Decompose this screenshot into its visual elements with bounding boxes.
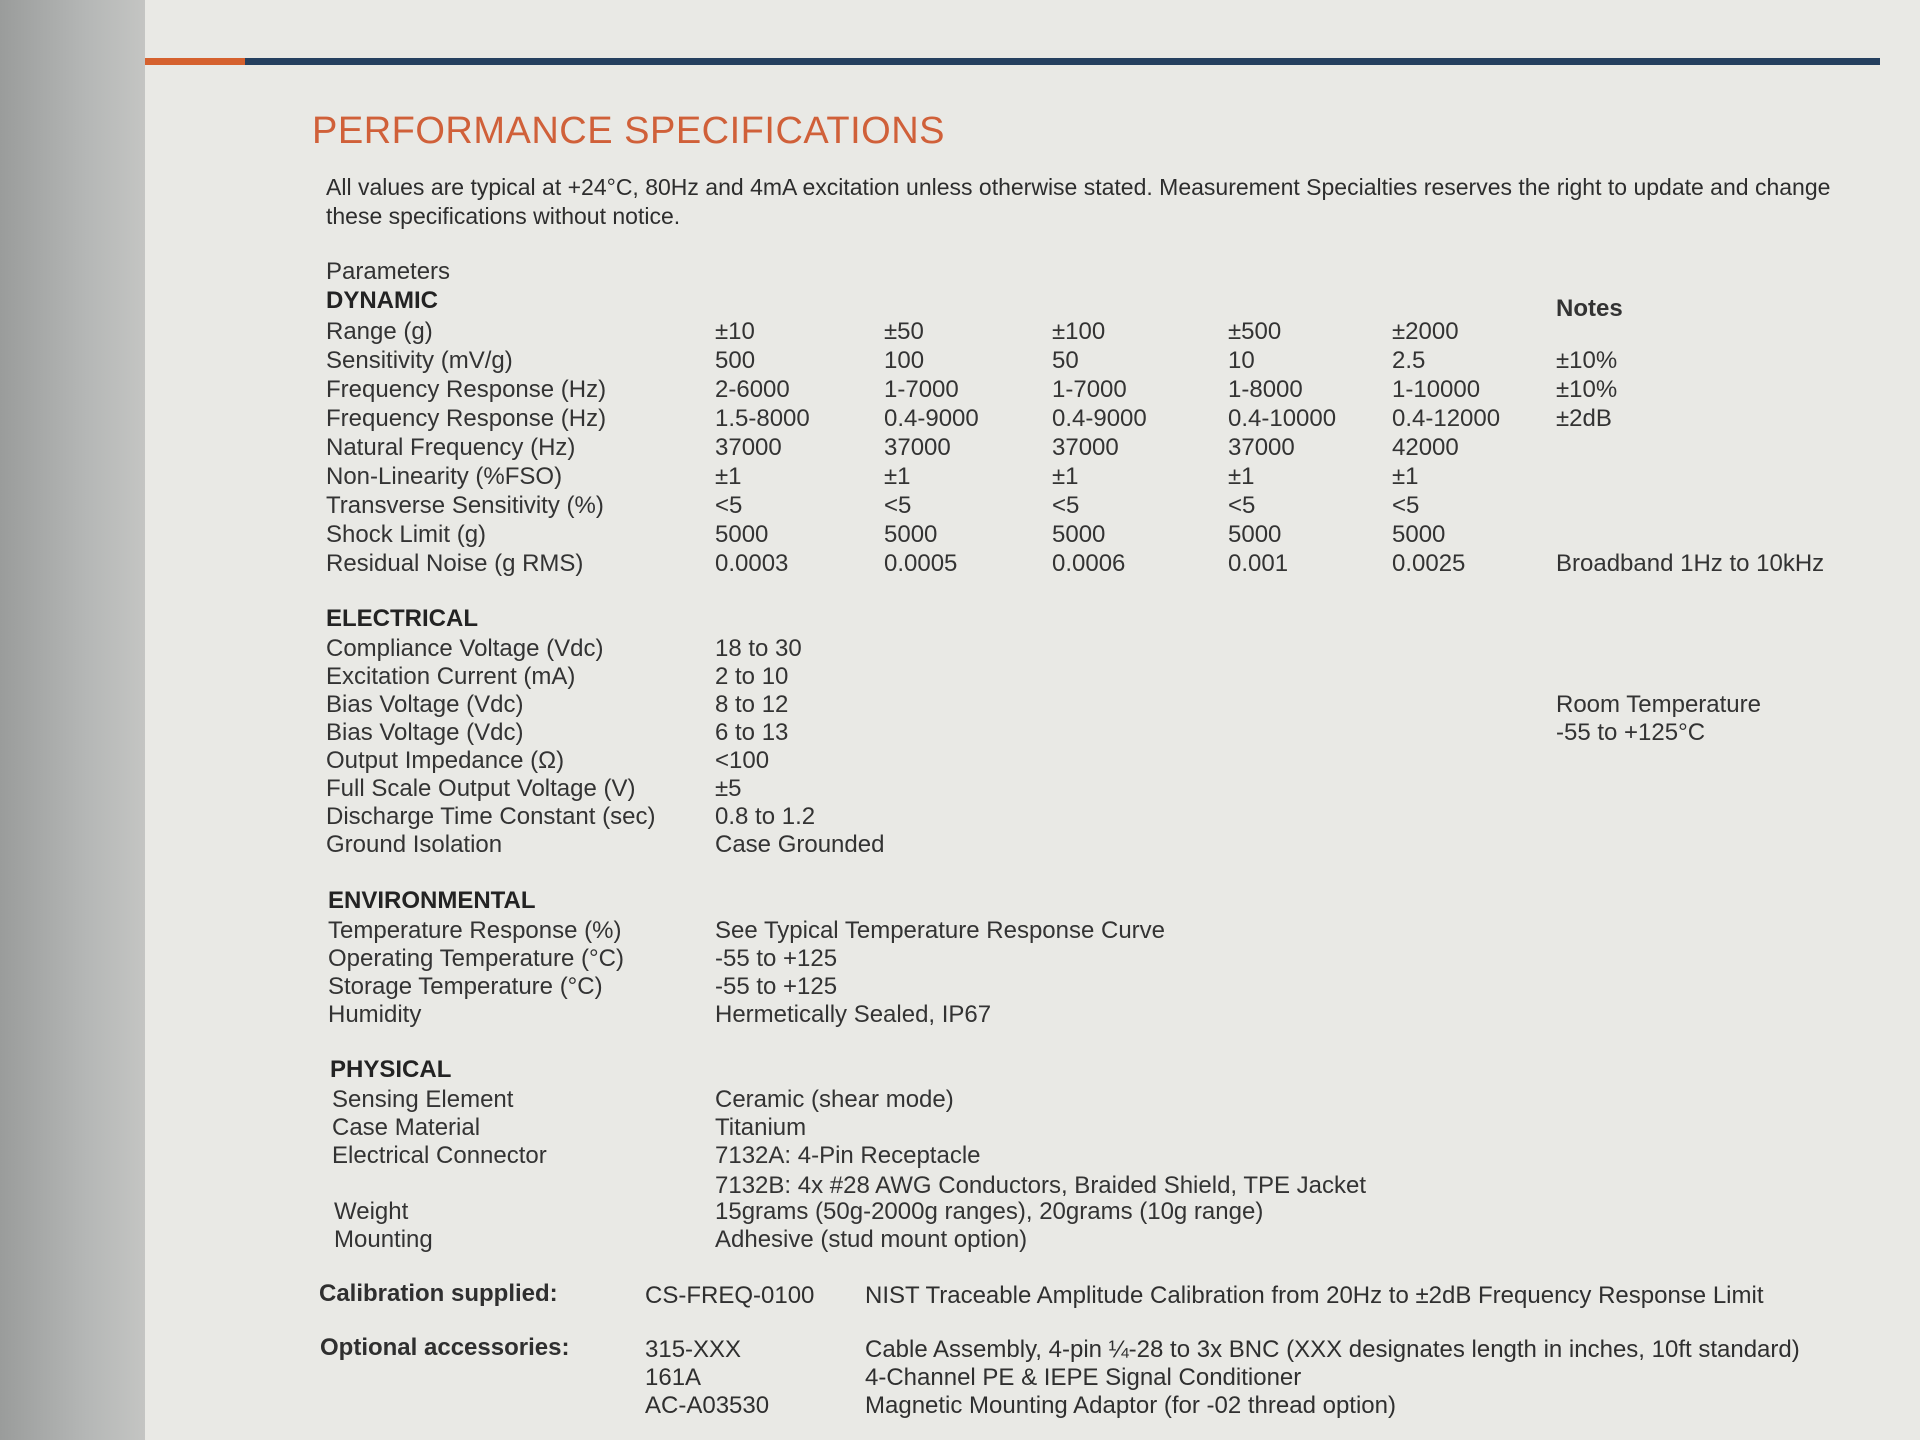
spec-value: ±2000 (1392, 318, 1459, 345)
accessory-code: AC-A03530 (645, 1392, 770, 1419)
spec-value: 5000 (1392, 521, 1446, 548)
spec-value: ±1 (1052, 463, 1079, 490)
spec-value: 100 (884, 347, 925, 374)
spec-row (0, 1001, 1920, 1030)
spec-row (0, 1172, 1920, 1201)
calibration-description: NIST Traceable Amplitude Calibration from 20Hz to ±2dB Frequency Response Limit (865, 1282, 1764, 1309)
section-heading-dynamic: DYNAMIC (326, 287, 438, 314)
spec-value: -55 to +125 (715, 973, 838, 1000)
spec-value: <5 (1228, 492, 1256, 519)
spec-label: Case Material (332, 1114, 481, 1141)
spec-value: ±1 (884, 463, 911, 490)
spec-value: 1-7000 (1052, 376, 1127, 403)
spec-value: <5 (1392, 492, 1420, 519)
spec-row (0, 691, 1920, 720)
spec-note: -55 to +125°C (1556, 719, 1706, 746)
spec-value: ±10 (715, 318, 755, 345)
spec-value: Adhesive (stud mount option) (715, 1226, 1028, 1253)
spec-row (0, 347, 1920, 376)
spec-value: 1-10000 (1392, 376, 1481, 403)
accessory-code: 161A (645, 1364, 702, 1391)
spec-value: 2.5 (1392, 347, 1426, 374)
spec-note: ±10% (1556, 347, 1618, 374)
spec-value: 2 to 10 (715, 663, 789, 690)
spec-row (0, 521, 1920, 550)
spec-row (0, 550, 1920, 579)
spec-row (0, 1198, 1920, 1227)
spec-row (0, 945, 1920, 974)
spec-label: Output Impedance (Ω) (326, 747, 565, 774)
spec-value: 0.8 to 1.2 (715, 803, 816, 830)
spec-label: Frequency Response (Hz) (326, 376, 607, 403)
spec-row (0, 635, 1920, 664)
spec-label: Range (g) (326, 318, 433, 345)
spec-row (0, 376, 1920, 405)
spec-value: 7132B: 4x #28 AWG Conductors, Braided Shield, TPE Jacket (715, 1172, 1367, 1199)
spec-row (0, 719, 1920, 748)
spec-value: 6 to 13 (715, 719, 789, 746)
spec-value: 0.4-12000 (1392, 405, 1501, 432)
spec-value: 2-6000 (715, 376, 790, 403)
spec-note: ±2dB (1556, 405, 1612, 432)
spec-value: ±500 (1228, 318, 1282, 345)
spec-label: Natural Frequency (Hz) (326, 434, 576, 461)
spec-label: Bias Voltage (Vdc) (326, 691, 524, 718)
spec-label: Storage Temperature (°C) (328, 973, 603, 1000)
spec-value: 0.0025 (1392, 550, 1466, 577)
spec-row (0, 1086, 1920, 1115)
spec-value: 15grams (50g-2000g ranges), 20grams (10g range) (715, 1198, 1264, 1225)
accessory-description: Magnetic Mounting Adaptor (for -02 thread option) (865, 1392, 1396, 1419)
section-heading-environmental: ENVIRONMENTAL (328, 887, 536, 914)
header-rule-accent (145, 58, 245, 65)
spec-value: ±50 (884, 318, 924, 345)
spec-label: Transverse Sensitivity (%) (326, 492, 604, 519)
section-heading-electrical: ELECTRICAL (326, 605, 478, 632)
spec-label: Excitation Current (mA) (326, 663, 576, 690)
spec-label: Ground Isolation (326, 831, 503, 858)
spec-value: 37000 (1228, 434, 1295, 461)
spec-value: 18 to 30 (715, 635, 802, 662)
spec-label: Frequency Response (Hz) (326, 405, 607, 432)
header-rule (245, 58, 1880, 65)
spec-value: 0.0003 (715, 550, 789, 577)
spec-label: Humidity (328, 1001, 422, 1028)
spec-label: Sensing Element (332, 1086, 514, 1113)
spec-value: 0.0005 (884, 550, 958, 577)
section-heading-physical: PHYSICAL (330, 1056, 452, 1083)
spec-value: 42000 (1392, 434, 1459, 461)
spec-value: 0.4-10000 (1228, 405, 1337, 432)
accessory-code: 315-XXX (645, 1336, 742, 1363)
spec-value: 1.5-8000 (715, 405, 810, 432)
spec-value: Hermetically Sealed, IP67 (715, 1001, 992, 1028)
spec-label: Sensitivity (mV/g) (326, 347, 513, 374)
spec-row (0, 434, 1920, 463)
spec-value: 0.4-9000 (1052, 405, 1147, 432)
spec-row (0, 973, 1920, 1002)
spec-row (0, 775, 1920, 804)
spec-value: 0.0006 (1052, 550, 1126, 577)
spec-value: 37000 (715, 434, 782, 461)
spec-row (0, 463, 1920, 492)
spec-row (0, 747, 1920, 776)
spec-value: 1-7000 (884, 376, 959, 403)
accessory-description: 4-Channel PE & IEPE Signal Conditioner (865, 1364, 1302, 1391)
spec-value: 7132A: 4-Pin Receptacle (715, 1142, 981, 1169)
calibration-label: Calibration supplied: (319, 1280, 558, 1307)
spec-value: ±100 (1052, 318, 1106, 345)
spec-label: Weight (334, 1198, 409, 1225)
spec-value: 5000 (1228, 521, 1282, 548)
spec-note: ±10% (1556, 376, 1618, 403)
spec-row (0, 1114, 1920, 1143)
spec-row (0, 663, 1920, 692)
spec-value: 0.4-9000 (884, 405, 979, 432)
notes-heading: Notes (1556, 295, 1623, 322)
spec-value: ±1 (1228, 463, 1255, 490)
parameters-label: Parameters (326, 258, 451, 285)
spec-label: Shock Limit (g) (326, 521, 487, 548)
page-title: PERFORMANCE SPECIFICATIONS (312, 110, 946, 152)
spec-row (0, 318, 1920, 347)
spec-value: 5000 (1052, 521, 1106, 548)
spec-value: 37000 (1052, 434, 1119, 461)
spec-row (0, 831, 1920, 860)
spec-label: Full Scale Output Voltage (V) (326, 775, 636, 802)
spec-value: Titanium (715, 1114, 807, 1141)
spec-value: See Typical Temperature Response Curve (715, 917, 1166, 944)
spec-value: <5 (1052, 492, 1080, 519)
spec-row (0, 492, 1920, 521)
spec-row (0, 1142, 1920, 1171)
spec-value: 8 to 12 (715, 691, 789, 718)
intro-paragraph: All values are typical at +24°C, 80Hz and 4mA excitation unless otherwise stated. Measurement Specialties reserves the right to update and change these specifications without notice. (326, 174, 1831, 229)
spec-label: Discharge Time Constant (sec) (326, 803, 656, 830)
spec-value: Case Grounded (715, 831, 885, 858)
spec-row (0, 803, 1920, 832)
spec-row (0, 405, 1920, 434)
spec-value: <5 (884, 492, 912, 519)
spec-label: Mounting (334, 1226, 433, 1253)
spec-value: 0.001 (1228, 550, 1289, 577)
spec-value: <5 (715, 492, 743, 519)
spec-note: Broadband 1Hz to 10kHz (1556, 550, 1825, 577)
spec-label: Operating Temperature (°C) (328, 945, 624, 972)
spec-value: 500 (715, 347, 756, 374)
spec-label: Temperature Response (%) (328, 917, 622, 944)
spec-row (0, 917, 1920, 946)
spec-value: 37000 (884, 434, 951, 461)
spec-value: 50 (1052, 347, 1079, 374)
spec-label: Non-Linearity (%FSO) (326, 463, 563, 490)
spec-value: Ceramic (shear mode) (715, 1086, 954, 1113)
spec-value: ±1 (1392, 463, 1419, 490)
calibration-code: CS-FREQ-0100 (645, 1282, 815, 1309)
spec-label: Bias Voltage (Vdc) (326, 719, 524, 746)
spec-note: Room Temperature (1556, 691, 1761, 718)
spec-value: 1-8000 (1228, 376, 1303, 403)
spec-label: Residual Noise (g RMS) (326, 550, 584, 577)
spec-row (0, 1226, 1920, 1255)
spec-value: <100 (715, 747, 770, 774)
spec-label: Compliance Voltage (Vdc) (326, 635, 604, 662)
spec-value: ±1 (715, 463, 742, 490)
spec-value: -55 to +125 (715, 945, 838, 972)
spec-value: 10 (1228, 347, 1255, 374)
spec-value: 5000 (715, 521, 769, 548)
accessory-description: Cable Assembly, 4-pin ¼-28 to 3x BNC (XXX designates length in inches, 10ft standard) (865, 1336, 1800, 1363)
accessories-label: Optional accessories: (320, 1334, 570, 1361)
spec-value: 5000 (884, 521, 938, 548)
spec-value: ±5 (715, 775, 742, 802)
spec-label: Electrical Connector (332, 1142, 547, 1169)
